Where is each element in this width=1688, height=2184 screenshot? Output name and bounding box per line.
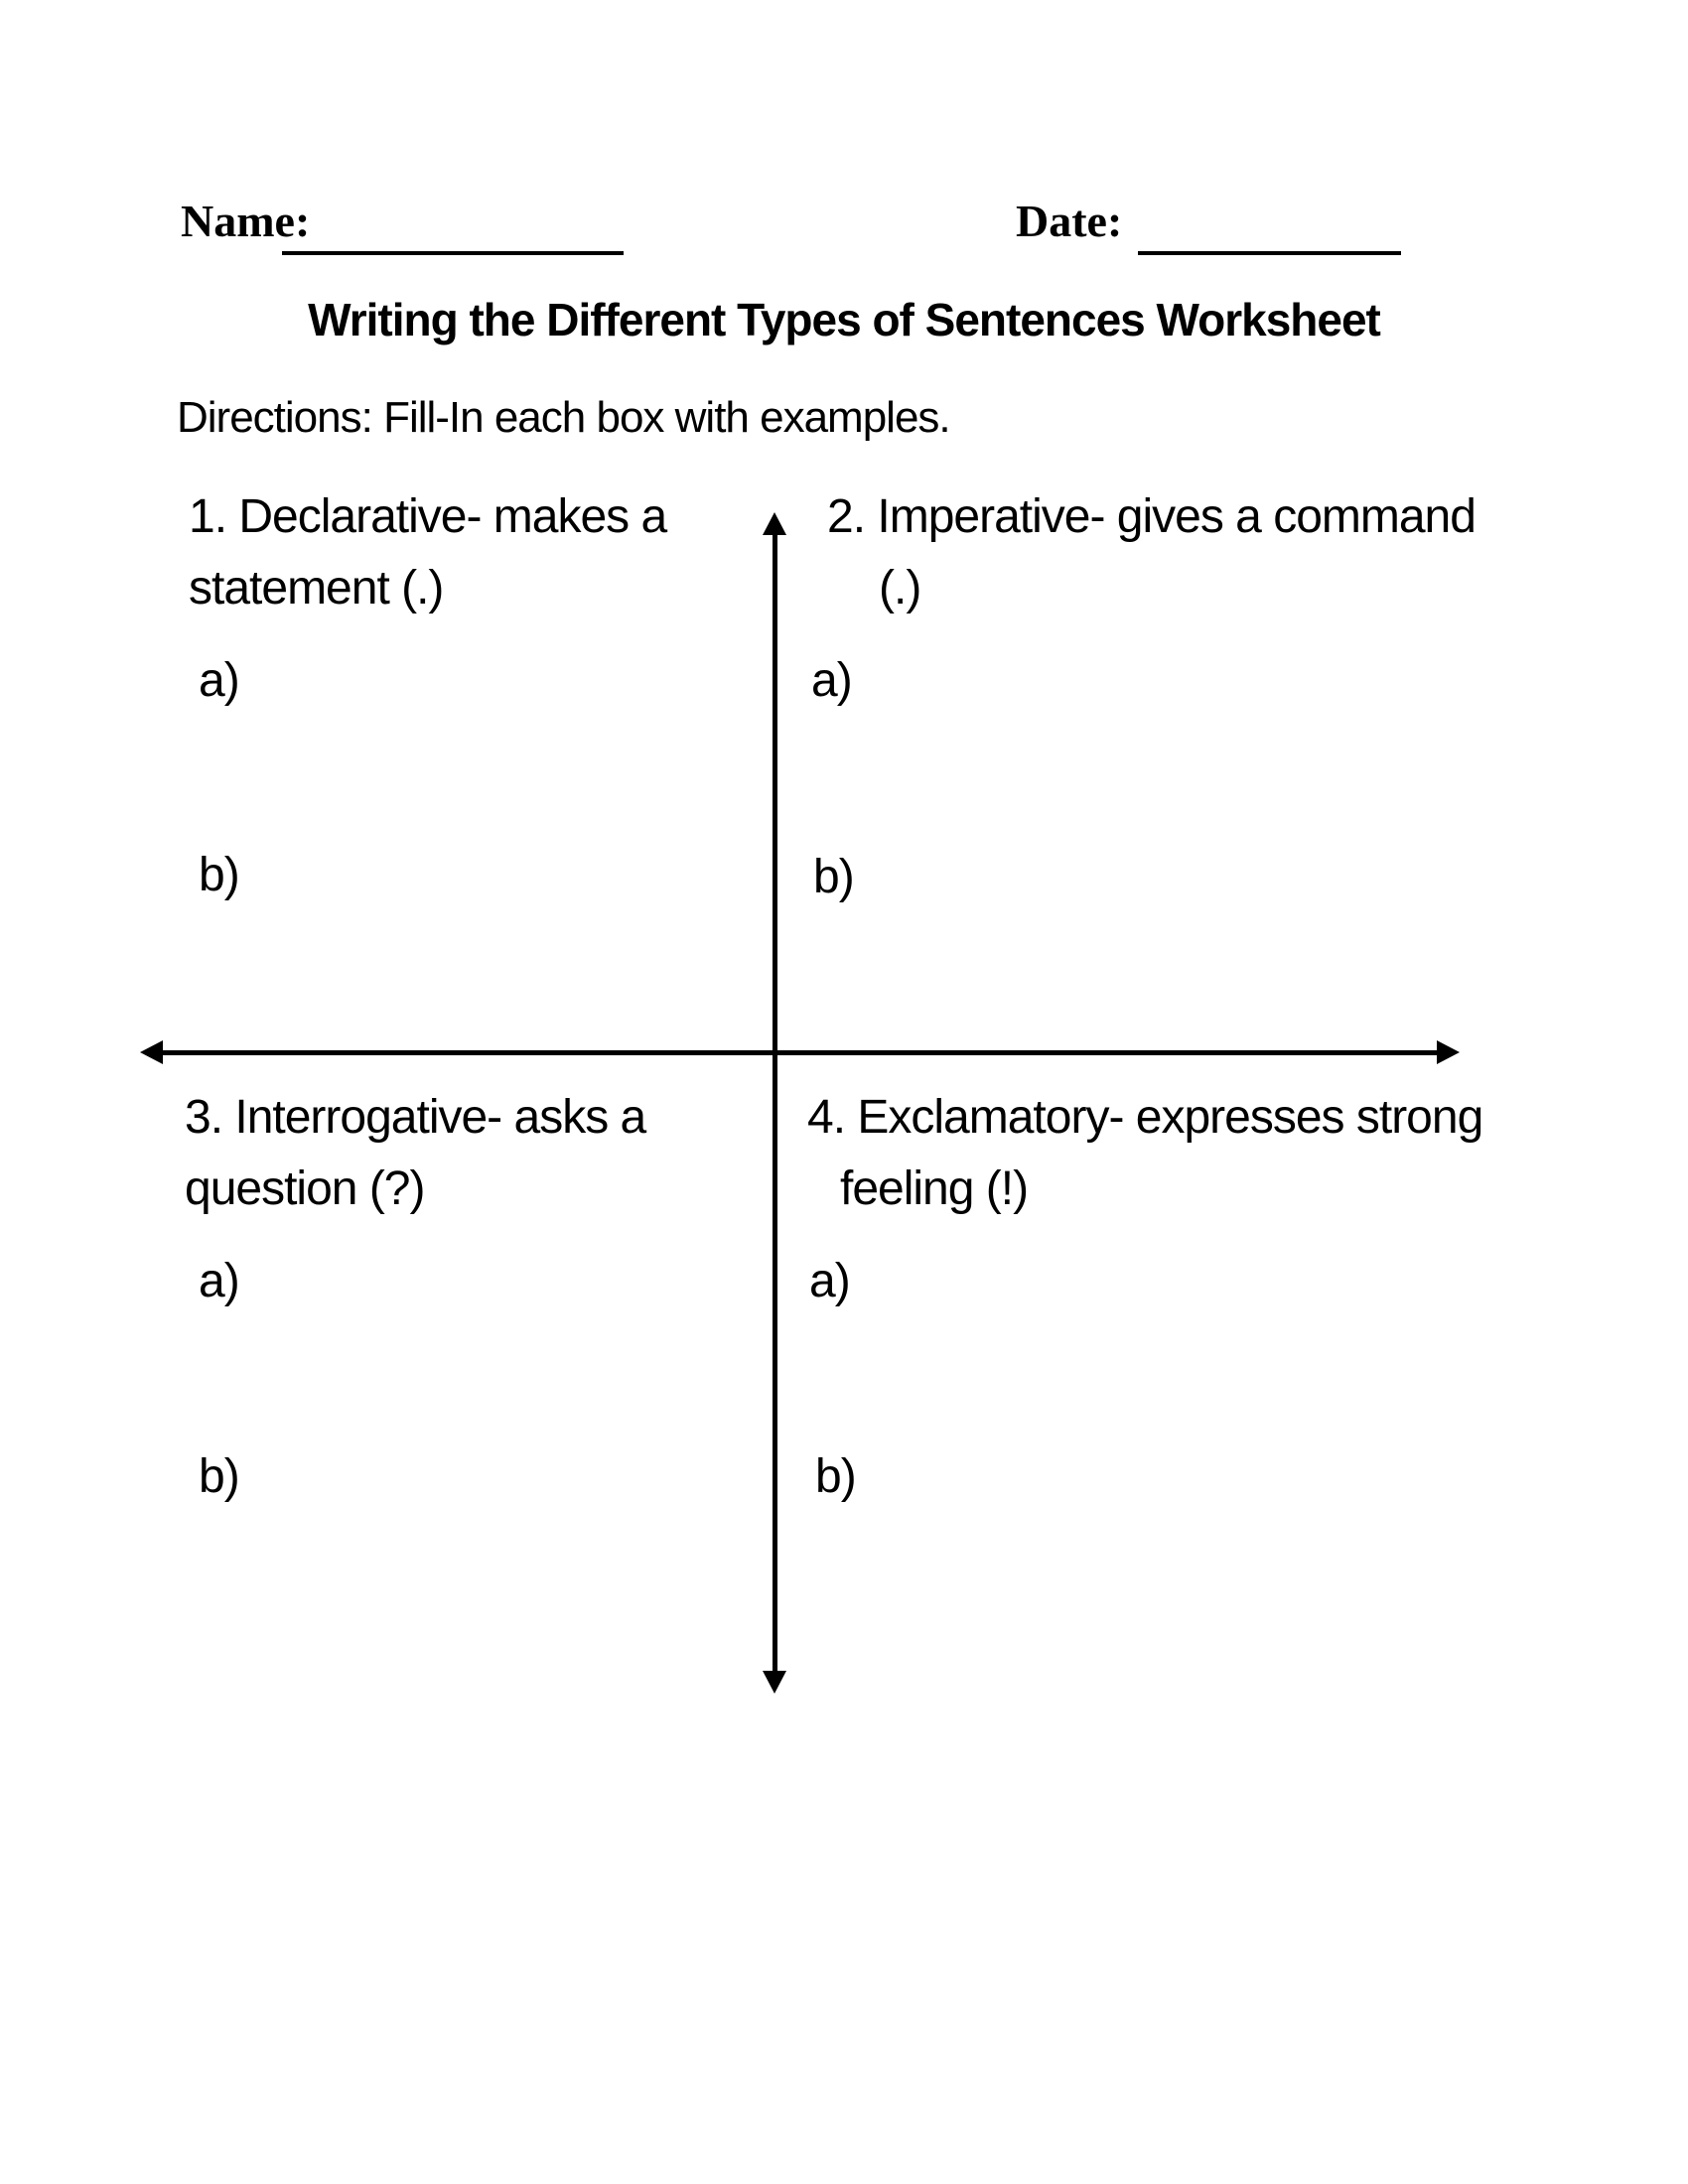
horizontal-axis-line xyxy=(157,1050,1444,1055)
arrow-right-icon xyxy=(1437,1040,1460,1064)
quadrant-1-answer-b-area[interactable] xyxy=(258,838,735,907)
quadrant-4-item-b-label: b) xyxy=(815,1450,856,1503)
name-label: Name: xyxy=(181,196,311,246)
quadrant-2-heading xyxy=(809,481,1476,624)
date-blank-line[interactable] xyxy=(1138,251,1401,255)
quadrant-3-answer-a-area[interactable] xyxy=(258,1244,735,1313)
quadrant-1-heading-line1: 1. Declarative- makes a xyxy=(189,490,667,543)
quadrant-3-heading-line2: question (?) xyxy=(185,1162,425,1215)
page-title: Writing the Different Types of Sentences Worksheet xyxy=(308,294,1380,345)
quadrant-3-heading xyxy=(185,1082,645,1225)
quadrant-2-answer-a-area[interactable] xyxy=(871,643,1347,713)
quadrant-1-item-b-label: b) xyxy=(199,849,239,901)
quadrant-1-item-a-label: a) xyxy=(199,654,239,707)
quadrant-3-item-a-label: a) xyxy=(199,1255,239,1307)
quadrant-2-heading-line1: 2. Imperative- gives a command xyxy=(827,490,1476,543)
arrow-left-icon xyxy=(140,1040,163,1064)
quadrant-1-heading xyxy=(189,481,666,624)
quadrant-3-heading-line1: 3. Interrogative- asks a xyxy=(185,1091,646,1144)
quadrant-1-answer-a-area[interactable] xyxy=(258,643,735,713)
quadrant-4-answer-a-area[interactable] xyxy=(869,1244,1345,1313)
quadrant-2-item-b-label: b) xyxy=(813,851,854,903)
quadrant-3-answer-b-area[interactable] xyxy=(258,1439,735,1509)
quadrant-4-heading xyxy=(807,1082,1482,1225)
quadrant-2-item-a-label: a) xyxy=(811,654,852,707)
arrow-down-icon xyxy=(763,1671,786,1694)
date-label: Date: xyxy=(1016,196,1123,246)
directions-text: Directions: Fill-In each box with examples. xyxy=(177,393,950,442)
quadrant-2-heading-line2: (.) xyxy=(879,562,921,614)
vertical-axis-line xyxy=(773,530,777,1677)
name-blank-line[interactable] xyxy=(282,251,624,255)
quadrant-1-heading-line2: statement (.) xyxy=(189,562,444,614)
quadrant-4-heading-line2: feeling (!) xyxy=(840,1162,1029,1215)
quadrant-4-item-a-label: a) xyxy=(809,1255,850,1307)
quadrant-2-answer-b-area[interactable] xyxy=(873,840,1349,909)
arrow-up-icon xyxy=(763,512,786,535)
quadrant-4-heading-line1: 4. Exclamatory- expresses strong xyxy=(807,1091,1483,1144)
quadrant-3-item-b-label: b) xyxy=(199,1450,239,1503)
quadrant-4-answer-b-area[interactable] xyxy=(875,1439,1351,1509)
